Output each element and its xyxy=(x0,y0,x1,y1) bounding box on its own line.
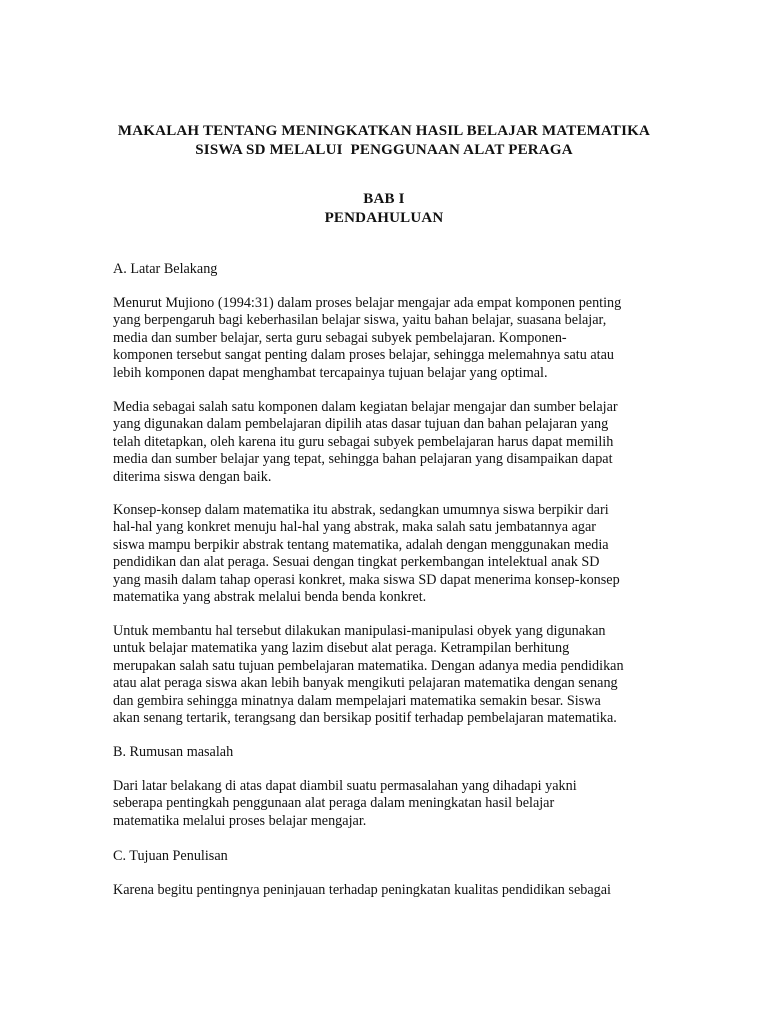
text-line: hal-hal yang konkret menuju hal-hal yang abstrak, maka salah satu jembatannya agar xyxy=(113,519,596,536)
text-line: dan gembira sehingga minatnya dalam mempelajari matematika semakin besar. Siswa xyxy=(113,692,601,709)
chapter-name: PENDAHULUAN xyxy=(324,210,444,226)
title-line: SISWA SD MELALUI PENGGUNAAN ALAT PERAGA xyxy=(195,142,573,158)
text-line: telah ditetapkan, oleh karena itu guru sebagai subyek pembelajaran harus dapat memilih xyxy=(113,433,614,450)
section-b-heading xyxy=(113,744,673,761)
section-c-heading xyxy=(113,848,673,865)
text-line: Karena begitu pentingnya peninjauan terhadap peningkatan kualitas pendidikan sebagai xyxy=(113,882,611,898)
text-line: yang digunakan dalam pembelajaran dipilih atas dasar tujuan dan bahan pelajaran yang xyxy=(113,416,609,433)
text-line: merupakan salah satu tujuan pembelajaran matematika. Dengan adanya media pendidikan xyxy=(113,657,624,674)
text-line: matematika melalui proses belajar mengajar. xyxy=(113,812,367,829)
chapter-number: BAB I xyxy=(363,191,405,207)
paragraph-4 xyxy=(113,623,673,727)
text-line: atau alat peraga siswa akan lebih banyak mengikuti pelajaran matematika dengan senang xyxy=(113,675,618,692)
section-a-heading xyxy=(113,261,673,278)
paragraph-3 xyxy=(113,502,673,606)
text-line: Konsep-konsep dalam matematika itu abstrak, sedangkan umumnya siswa berpikir dari xyxy=(113,502,609,518)
paragraph-1 xyxy=(113,295,673,382)
text-line: pendidikan dan alat peraga. Sesuai dengan tingkat perkembangan intelektual anak SD xyxy=(113,554,600,571)
text-line: yang masih dalam tahap operasi konkret, maka siswa SD dapat menerima konsep-konsep xyxy=(113,571,620,588)
document-title xyxy=(0,122,768,160)
text-line: Media sebagai salah satu komponen dalam kegiatan belajar mengajar dan sumber belajar xyxy=(113,399,618,415)
text-line: untuk belajar matematika yang lazim disebut alat peraga. Ketrampilan berhitung xyxy=(113,640,570,657)
text-line: yang berpengaruh bagi keberhasilan belajar siswa, yaitu bahan belajar, suasana belajar, xyxy=(113,312,607,329)
text-line: media dan sumber belajar, serta guru sebagai subyek pembelajaran. Komponen- xyxy=(113,329,567,346)
heading-text: A. Latar Belakang xyxy=(113,261,218,277)
paragraph-5 xyxy=(113,778,673,830)
text-line: matematika yang abstrak melalui benda benda konkret. xyxy=(113,589,427,606)
text-line: Menurut Mujiono (1994:31) dalam proses belajar mengajar ada empat komponen penting xyxy=(113,295,622,311)
paragraph-2 xyxy=(113,399,673,486)
title-line: MAKALAH TENTANG MENINGKATKAN HASIL BELAJAR MATEMATIKA xyxy=(117,123,651,139)
paragraph-6 xyxy=(113,882,673,899)
heading-text: C. Tujuan Penulisan xyxy=(113,848,228,864)
text-line: diterima siswa dengan baik. xyxy=(113,468,272,485)
text-line: lebih komponen dapat menghambat tercapainya tujuan belajar yang optimal. xyxy=(113,364,548,381)
chapter-heading xyxy=(0,190,768,228)
text-line: seberapa pentingkah penggunaan alat peraga dalam meningkatan hasil belajar xyxy=(113,795,555,812)
text-line: Untuk membantu hal tersebut dilakukan manipulasi-manipulasi obyek yang digunakan xyxy=(113,623,606,639)
text-line: media dan sumber belajar yang tepat, sehingga bahan pelajaran yang disampaikan dapat xyxy=(113,451,613,468)
text-line: Dari latar belakang di atas dapat diambil suatu permasalahan yang dihadapi yakni xyxy=(113,778,577,794)
heading-text: B. Rumusan masalah xyxy=(113,744,234,760)
text-line: akan senang tertarik, terangsang dan bersikap positif terhadap pembelajaran matematika. xyxy=(113,710,617,727)
text-line: komponen tersebut sangat penting dalam proses belajar, sehingga melemahnya satu atau xyxy=(113,347,614,364)
text-line: siswa mampu berpikir abstrak tentang matematika, adalah dengan menggunakan media xyxy=(113,536,609,553)
